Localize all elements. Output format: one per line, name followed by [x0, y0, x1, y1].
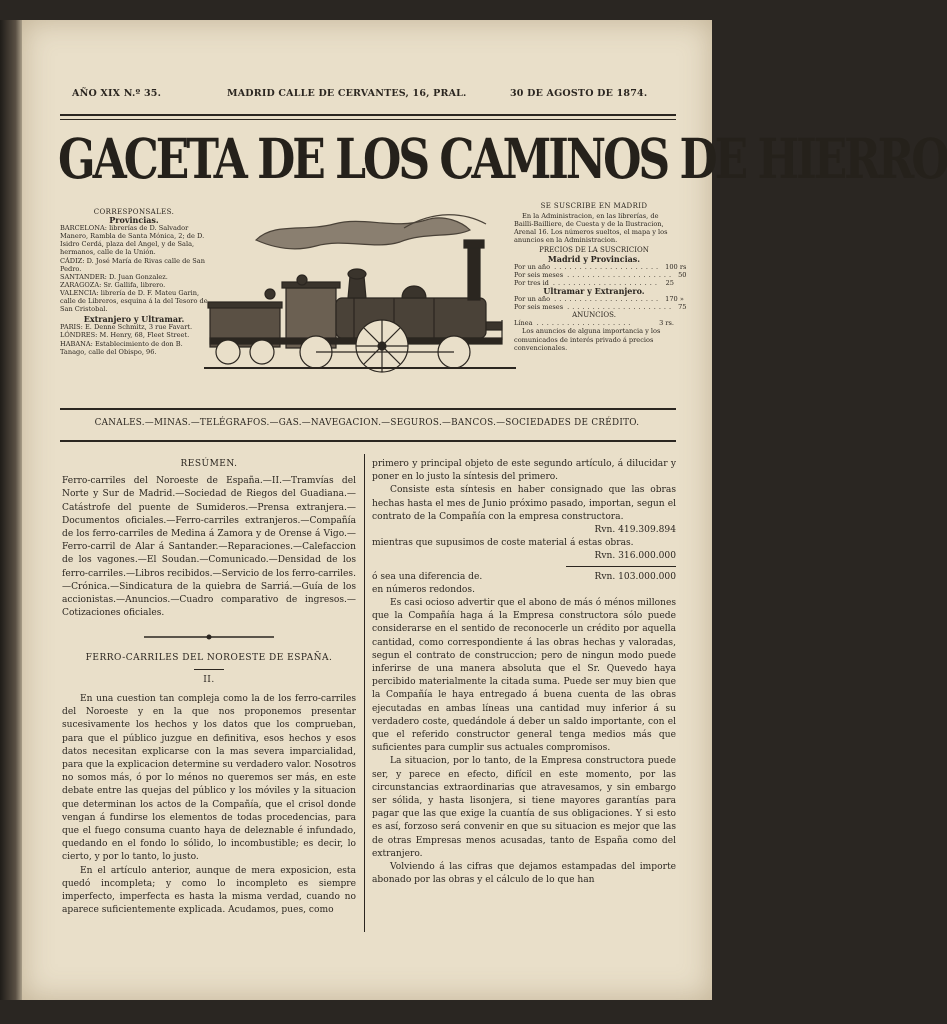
overseas-prices-heading: Ultramar y Extranjero.	[543, 285, 645, 296]
prices-heading: PRECIOS DE LA SUSCRICION	[539, 246, 649, 255]
newspaper-title: GACETA DE LOS CAMINOS DE HIERRO	[58, 128, 947, 192]
issue-date: 30 DE AGOSTO DE 1874.	[510, 88, 648, 99]
amount-row-2	[372, 550, 676, 563]
ads-heading: ANUNCIOS.	[572, 311, 616, 320]
leader-dots: .....................	[567, 303, 675, 312]
madrid-prices-heading: Madrid y Provincias.	[547, 253, 641, 264]
price-value: 170 »	[665, 295, 684, 304]
madrid-price-table	[514, 262, 687, 287]
article-heading: FERRO-CARRILES DEL NOROESTE DE ESPAÑA.	[85, 652, 333, 663]
price-row	[514, 270, 687, 279]
amount-row-1	[372, 524, 676, 537]
price-value: 100 rs	[665, 262, 687, 271]
subscription-block	[514, 202, 687, 352]
article-right-p3: mientras que supusimos de coste material á estas obras.	[372, 538, 634, 549]
rule-top	[60, 114, 676, 116]
ads-text: Los anuncios de alguna importancia y los comunicados de interés privado á precios convencionales.	[514, 327, 661, 352]
price-label: Por tres id	[514, 278, 549, 287]
paragraph: Volviendo á las cifras que dejamos estampadas del importe abonado por las obras y el cálculo de lo que han	[372, 862, 676, 886]
locomotive-illustration	[204, 202, 516, 372]
paragraph: LÓNDRES: M. Henry, 68, Fleet Street.	[60, 331, 190, 340]
price-value: 25	[665, 278, 674, 287]
leader-dots: .....................	[554, 262, 662, 271]
ornament-rule	[144, 634, 274, 640]
amount-1: Rvn. 419.309.894	[594, 525, 676, 536]
article-right-p2: Consiste esta síntesis en haber consignado que las obras hechas hasta el mes de Junio próximo pasado, importan, segun el contrato de la Compañía con la empresa constructora.	[372, 485, 676, 522]
sections-bar: CANALES.—MINAS.—TELÉGRAFOS.—GAS.—NAVEGACION.—SEGUROS.—BANCOS.—SOCIEDADES DE CRÉDITO.	[94, 418, 640, 428]
price-label: Por seis meses	[514, 270, 564, 279]
amount-2: Rvn. 316.000.000	[594, 551, 676, 562]
publisher-address: MADRID CALLE DE CERVANTES, 16, PRAL.	[227, 88, 467, 99]
correspondents-heading: CORRESPONSALES.	[93, 208, 175, 216]
paragraph: En una cuestion tan compleja como la de los ferro-carriles del Noroeste y en la que nos proponemos presentar sucesivamente los hechos y los datos que los comprueban, para que el público juzgue en definitiva, esos hechos y esos datos necesitan explicarse con la mas severa imparcialidad, para que la explicacion determine su verdadero valor. Nosotros no somos más, ó por lo ménos no queremos ser más, en este debate entre las quejas del público y los móviles y la situacion que determinan los actos de la Compañía, que el crisol donde vengan á fundirse los elementos de todas procedencias, para que el fuego consuma cuanto haya de deleznable é infundado, quedando en el fondo lo sólido, lo incombustible; es decir, lo cierto, y por lo tanto, lo justo.	[62, 694, 356, 863]
column-divider	[364, 454, 365, 932]
summary-text: Ferro-carriles del Noroeste de España.—II.—Tramvías del Norte y Sur de Madrid.—Sociedad de Riegos del Guadiana.—Catástrofe del puente de Sumideros.—Prensa extranjera.—Documentos oficiales.—Ferro-carriles extranjeros.—Compañía de los ferro-carriles de Medina á Zamora y de Orense á Vigo.—Ferro-carril de Alar á Santander.—Reparaciones.—Calefaccion de los vagones.—El Soudan.—Comunicado.—Densidad de los ferro-carriles.—Libros recibidos.—Servicio de los ferro-carriles.—Crónica.—Sindicatura de la quiebra de Sarriá.—Guía de los accionistas.—Anuncios.—Cuadro comparativo de ingresos.—Cotizaciones oficiales.	[62, 476, 356, 619]
price-value: 50	[678, 270, 687, 279]
ornament-divider	[62, 632, 356, 645]
price-row	[514, 303, 687, 312]
rule-mid	[60, 408, 676, 410]
price-row	[514, 262, 687, 271]
article-right-p4b: en números redondos.	[372, 584, 475, 595]
newspaper-page	[22, 20, 947, 1000]
article-right-intro: primero y principal objeto de este segundo artículo, á dilucidar y poner en lo justo la síntesis del primero.	[372, 459, 676, 483]
paragraph: PARIS: E. Denne Schmitz, 3 rue Favart.	[60, 323, 193, 332]
right-column	[372, 458, 676, 888]
ads-line-value: 3 rs.	[659, 319, 674, 328]
paragraph: ZARAGOZA: Sr. Gallifa, librero.	[60, 280, 166, 289]
rule-sections	[60, 440, 676, 442]
paragraph: CÁDIZ: D. José María de Rivas calle de San Pedro.	[60, 256, 205, 273]
ads-line-price	[514, 319, 674, 327]
sum-rule	[566, 566, 676, 567]
leader-dots: ...................	[536, 319, 634, 328]
paragraph: HABANA: Establecimiento de don B. Tanago, calle del Obispo, 96.	[60, 339, 183, 356]
abroad-list	[60, 323, 208, 355]
paragraph: VALENCIA: librería de D. F. Mateu Garin, calle de Libreros, esquina á la del Tesoro de San Cristobal.	[60, 288, 208, 314]
difference-label: ó sea una diferencia de.	[372, 571, 483, 582]
provinces-list	[60, 224, 208, 313]
leader-dots: .....................	[567, 270, 675, 279]
leader-dots: .....................	[554, 295, 662, 304]
price-row	[514, 295, 684, 304]
overseas-price-table	[514, 295, 687, 312]
price-label: Por un año	[514, 295, 551, 304]
provinces-heading: Provincias.	[109, 215, 159, 226]
price-label: Por un año	[514, 262, 551, 271]
correspondents-block	[60, 208, 208, 356]
paragraph: BARCELONA: librerías de D. Salvador Manero, Rambla de Santa Mónica, 2; de D. Isidro Cerdá, plaza del Angel, y de Sala, hermanos, calle de la Unión.	[60, 224, 205, 257]
article-part: II.	[203, 674, 215, 685]
rule-top-thin	[60, 119, 676, 120]
subscription-heading: SE SUSCRIBE EN MADRID	[540, 202, 648, 210]
paragraph: Es casi ocioso advertir que el abono de más ó ménos millones que la Compañía haga á la Empresa constructora sólo puede considerarse en el sentido de reconocerle un crédito por aquella cantidad, como correspondiente á las obras hechas y valoradas, segun el contrato de construccion; pero de ningun modo puede inferirse de una manera absoluta que el Sr. Quevedo haya percibido materialmente la citada suma. Puede ser muy bien que la Compañía le haya entregado á buena cuenta de las obras ejecutadas en ambas líneas una cantidad muy inferior á su verdadero coste, quedándole á deber un saldo importante, con el que el referido constructor general tenga medios más que suficientes para cumplir sus actuales compromisos.	[372, 598, 676, 754]
paragraph: SANTANDER: D. Juan Gonzalez.	[60, 272, 168, 281]
price-value: 75	[678, 303, 687, 312]
article-right-paragraphs	[372, 597, 676, 887]
price-label: Por seis meses	[514, 303, 564, 312]
left-column	[62, 458, 356, 918]
subscription-text: En la Administracion, en las librerías, de Bailli-Bailliere, de Cuesta y de la Ilustracion, Arenal 16. Los números sueltos, el mapa y los anuncios en la Administracion.	[514, 212, 668, 245]
abroad-heading: Extranjero y Ultramar.	[83, 314, 185, 325]
amount-row-3	[372, 571, 676, 584]
issue-number: AÑO XIX N.º 35.	[72, 88, 162, 99]
article-left-paragraphs	[62, 693, 356, 917]
paragraph: En el artículo anterior, aunque de mera exposicion, esta quedó incompleta; y como lo incompleto es siempre imperfecto, imperfecta es hasta la misma verdad, cuando no aparece suficientemente explicada. Acudamos, pues, como	[62, 865, 356, 916]
short-rule	[194, 669, 224, 670]
ads-line-label: Línea	[514, 319, 533, 328]
paragraph: La situacion, por lo tanto, de la Empresa constructora puede ser, y parece en efecto, difícil en este momento, por las circunstancias extraordinarias que atravesamos, y sin embargo ser sólida, y hasta lisonjera, si tiene mayores garantías para pagar que las que exige la cuantía de sus obligaciones. Y si esto es así, forzoso será convenir en que su situacion es mejor que las de otras Empresas menos acusadas, tanto de España como del extranjero.	[372, 756, 676, 859]
leader-dots: .....................	[552, 278, 660, 287]
amount-3: Rvn. 103.000.000	[594, 571, 676, 582]
summary-heading: RESÚMEN.	[180, 459, 238, 469]
